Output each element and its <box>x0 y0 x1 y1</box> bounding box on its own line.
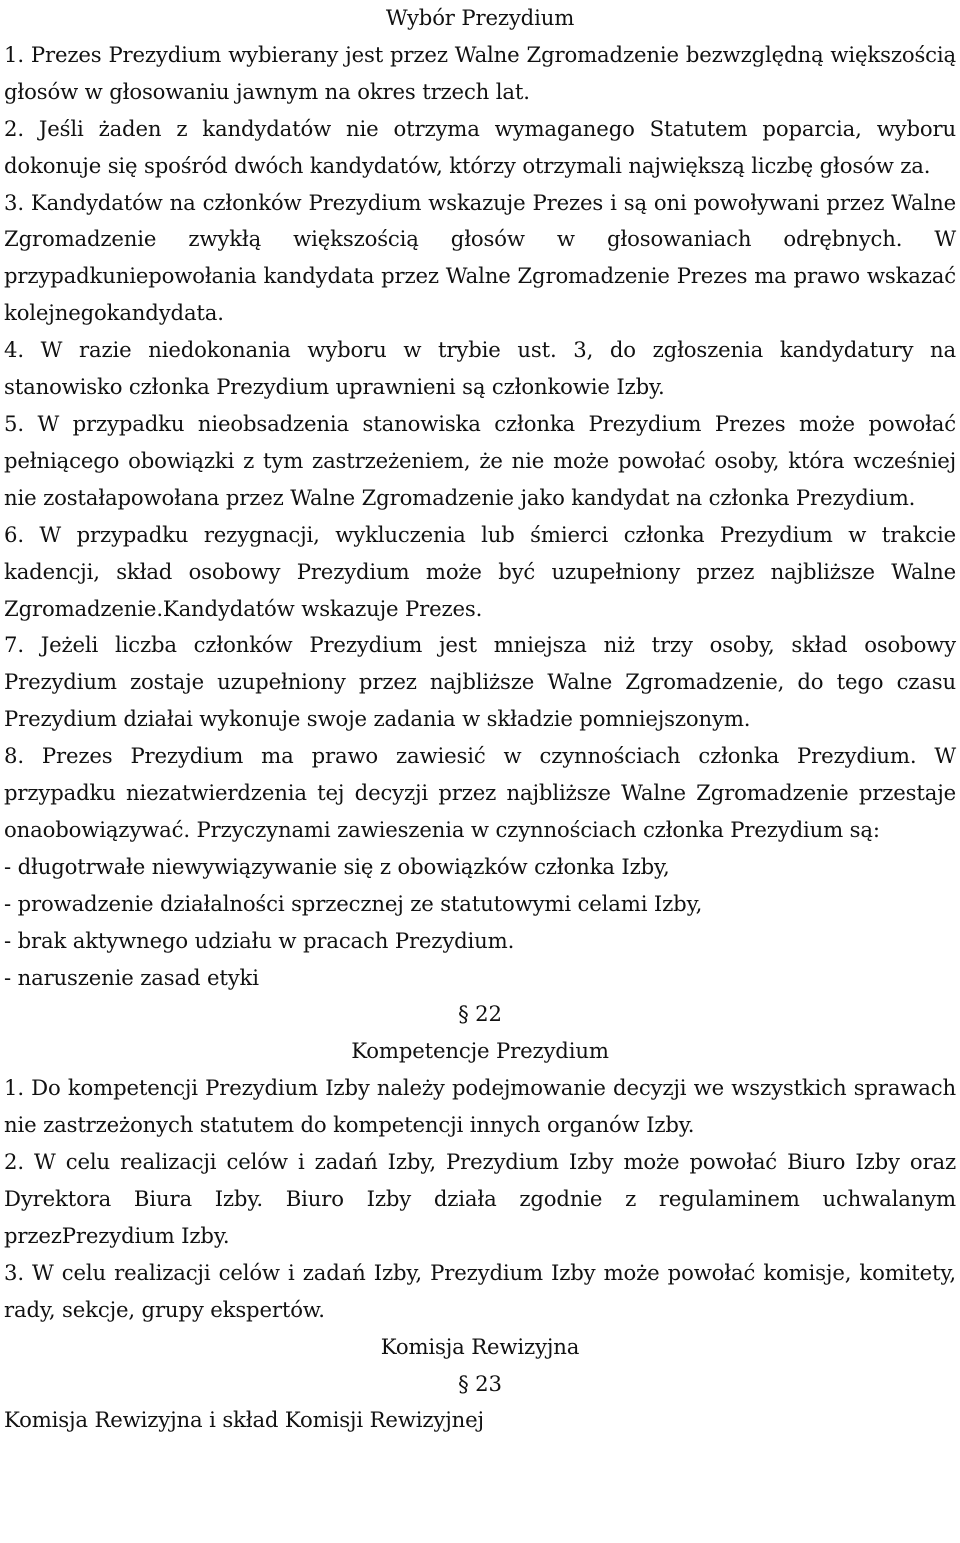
wybor-point-4: 4. W razie niedokonania wyboru w trybie ust. 3, do zgłoszenia kandydatury na stanowisko członka Prezydium uprawnieni są członkowie Izby. <box>4 337 956 400</box>
wybor-point-2: 2. Jeśli żaden z kandydatów nie otrzyma wymaganego Statutem poparcia, wyboru dokonuje się spośród dwóch kandydatów, którzy otrzymali największą liczbę głosów za. <box>4 115 956 178</box>
kompetencje-point-1: 1. Do kompetencji Prezydium Izby należy podejmowanie decyzji we wszystkich sprawach nie zastrzeżonych statutem do kompetencji innych organów Izby. <box>4 1075 956 1138</box>
suspension-reason-3: - brak aktywnego udziału w pracach Prezydium. <box>4 927 515 953</box>
suspension-reason-4: - naruszenie zasad etyki <box>4 964 259 990</box>
suspension-reason-1: - długotrwałe niewywiązywanie się z obowiązków członka Izby, <box>4 853 670 879</box>
kompetencje-point-3: 3. W celu realizacji celów i zadań Izby, Prezydium Izby może powołać komisje, komitety, rady, sekcje, grupy ekspertów. <box>4 1259 956 1322</box>
wybor-point-3: 3. Kandydatów na członków Prezydium wskazuje Prezes i są oni powoływani przez Walne Zgromadzenie zwykłą większością głosów w głosowaniach odrębnych. W przypadkuniepowołania kandydata przez Walne Zgromadzenie Prezes ma prawo wskazać kolejnegokandydata. <box>4 189 956 326</box>
kompetencje-point-2: 2. W celu realizacji celów i zadań Izby, Prezydium Izby może powołać Biuro Izby oraz Dyrektora Biura Izby. Biuro Izby działa zgodnie z regulaminem uchwalanym przezPrezydium Izby. <box>4 1149 956 1248</box>
heading-komisja-rewizyjna: Komisja Rewizyjna <box>380 1333 580 1359</box>
wybor-point-5: 5. W przypadku nieobsadzenia stanowiska członka Prezydium Prezes może powołać pełniącego obowiązki z tym zastrzeżeniem, że nie może powołać osoby, która wcześniej nie zostałapowołana przez Walne Zgromadzenie jako kandydat na członka Prezydium. <box>4 410 956 510</box>
subheading-komisja-sklad: Komisja Rewizyjna i skład Komisji Rewizyjnej <box>4 1407 484 1433</box>
wybor-point-7: 7. Jeżeli liczba członków Prezydium jest mniejsza niż trzy osoby, skład osobowy Prezydium zostaje uzupełniony przez najbliższe Walne Zgromadzenie, do tego czasu Prezydium działai wykonuje swoje zadania w składzie pomniejszonym. <box>4 632 956 732</box>
section-23: § 23 <box>458 1370 502 1396</box>
section-22: § 22 <box>458 1001 502 1027</box>
suspension-reason-2: - prowadzenie działalności sprzecznej ze statutowymi celami Izby, <box>4 890 703 916</box>
heading-kompetencje-prezydium: Kompetencje Prezydium <box>351 1038 609 1064</box>
wybor-point-1: 1. Prezes Prezydium wybierany jest przez Walne Zgromadzenie bezwzględną większością głosów w głosowaniu jawnym na okres trzech lat. <box>4 41 956 104</box>
wybor-point-8: 8. Prezes Prezydium ma prawo zawiesić w czynnościach członka Prezydium. W przypadku niezatwierdzenia tej decyzji przez najbliższe Walne Zgromadzenie przestaje onaobowiązywać. Przyczynami zawieszenia w czynnościach członka Prezydium są: <box>4 743 956 842</box>
heading-wybor-prezydium: Wybór Prezydium <box>385 5 575 30</box>
document-page <box>4 0 956 1439</box>
wybor-point-6: 6. W przypadku rezygnacji, wykluczenia lub śmierci członka Prezydium w trakcie kadencji, skład osobowy Prezydium może być uzupełniony przez najbliższe Walne Zgromadzenie.Kandydatów wskazuje Prezes. <box>4 521 956 621</box>
